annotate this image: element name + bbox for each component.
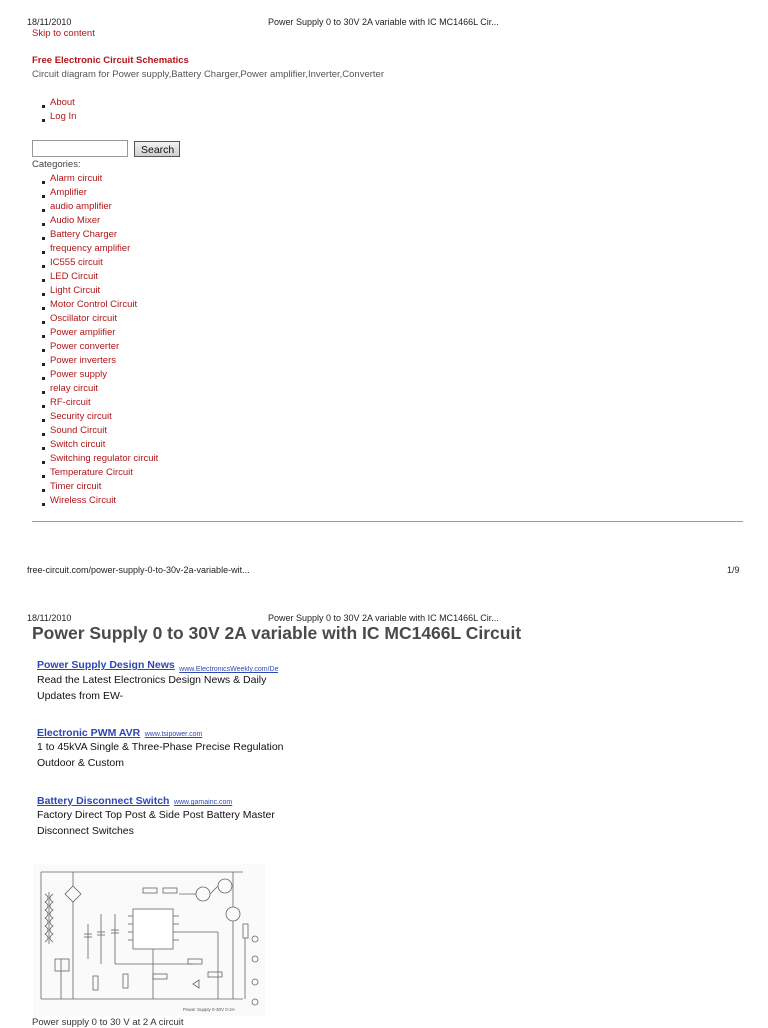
square-bullet-icon	[42, 419, 45, 422]
square-bullet-icon	[42, 335, 45, 338]
category-item[interactable]	[32, 382, 158, 396]
divider	[32, 521, 743, 522]
category-link[interactable]: Oscillator circuit	[50, 313, 118, 324]
category-item[interactable]	[32, 368, 158, 382]
square-bullet-icon	[42, 265, 45, 268]
square-bullet-icon	[42, 195, 45, 198]
square-bullet-icon	[42, 321, 45, 324]
category-item[interactable]	[32, 312, 158, 326]
category-link[interactable]: Audio Mixer	[50, 215, 101, 226]
category-item[interactable]	[32, 326, 158, 340]
ad-url-link[interactable]: www.gamainc.com	[173, 799, 233, 806]
skip-to-content-link[interactable]: Skip to content	[32, 28, 95, 39]
ad-url-link[interactable]: www.ElectronicsWeekly.com/De	[179, 666, 279, 673]
category-link[interactable]: LED Circuit	[50, 271, 99, 282]
category-link[interactable]: audio amplifier	[50, 201, 112, 212]
ad-description: 1 to 45kVA Single & Three-Phase Precise Regulation Outdoor & Custom	[37, 741, 284, 769]
category-link[interactable]: Switch circuit	[50, 439, 106, 450]
category-item[interactable]	[32, 452, 158, 466]
square-bullet-icon	[42, 237, 45, 240]
category-item[interactable]	[32, 424, 158, 438]
square-bullet-icon	[42, 223, 45, 226]
square-bullet-icon	[42, 293, 45, 296]
category-link[interactable]: Amplifier	[50, 187, 87, 198]
print-header-date: 18/11/2010	[27, 17, 72, 27]
category-item[interactable]	[32, 494, 158, 508]
category-item[interactable]	[32, 438, 158, 452]
category-item[interactable]	[32, 200, 158, 214]
square-bullet-icon	[42, 503, 45, 506]
site-tagline: Circuit diagram for Power supply,Battery Charger,Power amplifier,Inverter,Converter	[32, 69, 384, 80]
ad-title-link[interactable]: Power Supply Design News	[37, 659, 175, 671]
category-link[interactable]: Power inverters	[50, 355, 116, 366]
square-bullet-icon	[42, 307, 45, 310]
ad-1	[37, 655, 278, 673]
category-link[interactable]: frequency amplifier	[50, 243, 131, 254]
category-link[interactable]: IC555 circuit	[50, 257, 103, 268]
print-header-title: Power Supply 0 to 30V 2A variable with IC MC1466L Cir...	[268, 613, 499, 623]
ad-description: Factory Direct Top Post & Side Post Battery Master Disconnect Switches	[37, 809, 275, 837]
category-link[interactable]: Timer circuit	[50, 481, 102, 492]
category-link[interactable]: Sound Circuit	[50, 425, 108, 436]
square-bullet-icon	[42, 377, 45, 380]
square-bullet-icon	[42, 209, 45, 212]
square-bullet-icon	[42, 349, 45, 352]
nav-item-login[interactable]	[32, 110, 76, 124]
category-item[interactable]	[32, 186, 158, 200]
print-footer-url: free-circuit.com/power-supply-0-to-30v-2a-variable-wit...	[27, 565, 250, 575]
category-link[interactable]: Power amplifier	[50, 327, 116, 338]
search-button[interactable]: Search	[134, 141, 180, 157]
ad-description: Read the Latest Electronics Design News & Daily Updates from EW-	[37, 674, 267, 702]
square-bullet-icon	[42, 119, 45, 122]
category-link[interactable]: Security circuit	[50, 411, 112, 422]
category-item[interactable]	[32, 298, 158, 312]
ad-title-link[interactable]: Electronic PWM AVR	[37, 727, 141, 739]
category-item[interactable]	[32, 270, 158, 284]
square-bullet-icon	[42, 391, 45, 394]
search-input[interactable]	[32, 140, 128, 157]
site-title-link[interactable]: Free Electronic Circuit Schematics	[32, 55, 189, 66]
square-bullet-icon	[42, 405, 45, 408]
category-link[interactable]: Power supply	[50, 369, 108, 380]
nav-menu	[32, 96, 76, 124]
square-bullet-icon	[42, 105, 45, 108]
category-item[interactable]	[32, 480, 158, 494]
square-bullet-icon	[42, 251, 45, 254]
category-item[interactable]	[32, 172, 158, 186]
category-item[interactable]	[32, 256, 158, 270]
category-link[interactable]: Power converter	[50, 341, 120, 352]
ad-url-link[interactable]: www.tsipower.com	[144, 731, 203, 738]
category-item[interactable]	[32, 228, 158, 242]
square-bullet-icon	[42, 447, 45, 450]
categories-label: Categories:	[32, 159, 81, 170]
square-bullet-icon	[42, 433, 45, 436]
category-link[interactable]: relay circuit	[50, 383, 99, 394]
nav-link-login[interactable]: Log In	[50, 111, 77, 122]
categories-list	[32, 172, 158, 508]
category-link[interactable]: Light Circuit	[50, 285, 101, 296]
category-item[interactable]	[32, 466, 158, 480]
image-caption: Power supply 0 to 30 V at 2 A circuit	[32, 1017, 184, 1028]
square-bullet-icon	[42, 489, 45, 492]
square-bullet-icon	[42, 279, 45, 282]
category-item[interactable]	[32, 242, 158, 256]
category-item[interactable]	[32, 340, 158, 354]
category-item[interactable]	[32, 396, 158, 410]
category-link[interactable]: Alarm circuit	[50, 173, 103, 184]
square-bullet-icon	[42, 475, 45, 478]
category-link[interactable]: Temperature Circuit	[50, 467, 133, 478]
nav-link-about[interactable]: About	[50, 97, 75, 108]
print-header-date: 18/11/2010	[27, 613, 72, 623]
category-item[interactable]	[32, 410, 158, 424]
category-link[interactable]: Wireless Circuit	[50, 495, 116, 506]
circuit-schematic-image	[33, 864, 265, 1016]
category-item[interactable]	[32, 284, 158, 298]
ad-title-link[interactable]: Battery Disconnect Switch	[37, 795, 170, 807]
category-link[interactable]: Switching regulator circuit	[50, 453, 159, 464]
print-header-title: Power Supply 0 to 30V 2A variable with IC MC1466L Cir...	[268, 17, 499, 27]
article-title: Power Supply 0 to 30V 2A variable with IC MC1466L Circuit	[32, 623, 522, 643]
category-link[interactable]: Motor Control Circuit	[50, 299, 138, 310]
square-bullet-icon	[42, 363, 45, 366]
square-bullet-icon	[42, 461, 45, 464]
nav-item-about[interactable]	[32, 96, 76, 110]
square-bullet-icon	[42, 181, 45, 184]
category-item[interactable]	[32, 354, 158, 368]
print-footer-page: 1/9	[727, 565, 740, 575]
category-link[interactable]: RF-circuit	[50, 397, 91, 408]
schematic-label: Power Supply 0-30V 0-2A	[183, 1007, 235, 1012]
category-item[interactable]	[32, 214, 158, 228]
category-link[interactable]: Battery Charger	[50, 229, 118, 240]
